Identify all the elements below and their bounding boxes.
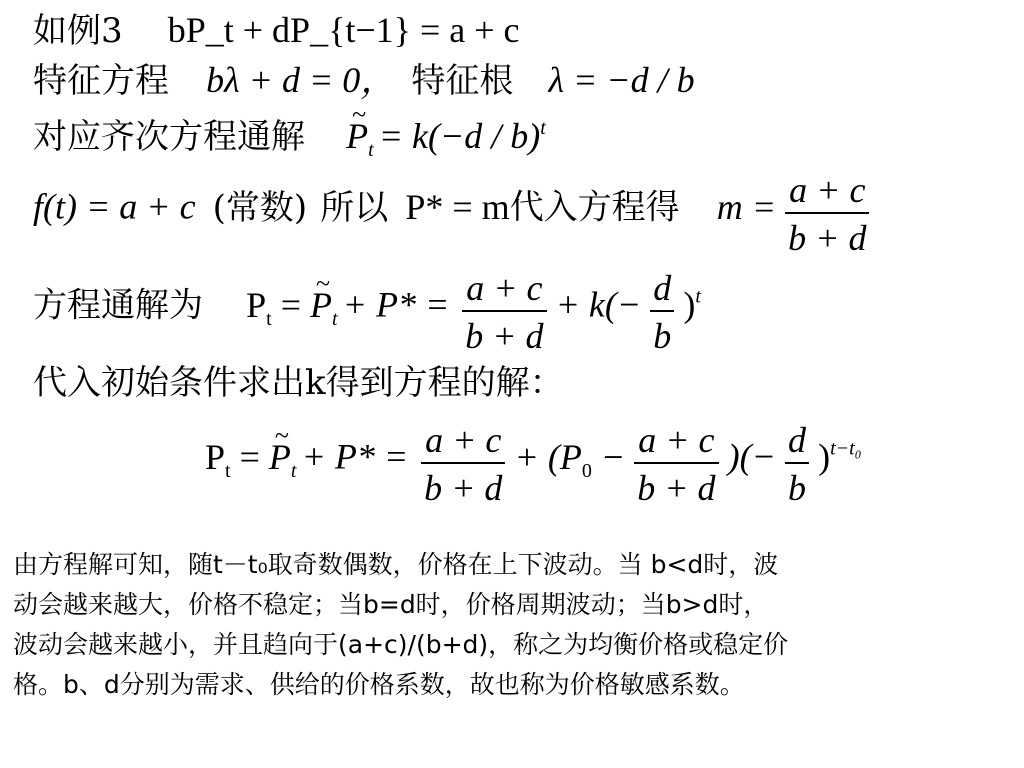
characteristic-root-label: 特征根 — [411, 61, 514, 101]
m-numerator: a + c — [789, 170, 866, 210]
p-star-assignment: P* = m — [405, 186, 510, 227]
final-solution-exponent: t−t₀ — [830, 437, 862, 460]
p-star-term: + P* = — [342, 284, 459, 325]
particular-solution-line — [33, 172, 873, 256]
equilibrium-fraction-2 — [634, 422, 718, 506]
paragraph-line: 波动会越来越小，并且趋向于(a+c)/(b+d)，称之为均衡价格或稳定价 — [13, 630, 789, 659]
initial-condition-line — [33, 363, 564, 403]
characteristic-equation-label: 特征方程 — [33, 61, 169, 101]
ratio-denominator: b — [650, 310, 674, 354]
general-solution-line — [33, 270, 701, 354]
ratio-denominator: b — [785, 462, 809, 506]
initial-condition-label: 代入初始条件求出k得到方程的解： — [33, 363, 564, 403]
therefore-label: 所以 — [320, 187, 389, 228]
general-solution-label: 方程通解为 — [33, 285, 203, 326]
equilibrium-numerator-2: a + c — [638, 420, 715, 460]
k-term: + k(− — [555, 284, 642, 325]
substitute-label: 代入方程得 — [509, 187, 680, 228]
explanation-paragraph — [13, 545, 1018, 705]
example-line — [33, 10, 520, 51]
difference-equation: bP_t + dP_{t−1} = a + c — [167, 10, 520, 50]
p-tilde-symbol: ~ $P_t$ — [310, 287, 338, 329]
ratio-numerator: d — [787, 420, 806, 460]
homogeneous-solution-exponent: t — [540, 117, 546, 139]
equilibrium-numerator: a + c — [466, 268, 543, 308]
p0-term: + ($P_0$ − — [514, 436, 626, 482]
equilibrium-denominator: b + d — [421, 462, 505, 506]
paren-term: )(− — [727, 436, 776, 477]
ratio-fraction — [785, 422, 809, 506]
constant-note: (常数) — [212, 187, 308, 228]
characteristic-line — [33, 60, 695, 101]
equilibrium-numerator: a + c — [425, 420, 502, 460]
closing-paren: ) — [683, 284, 696, 325]
pt-symbol: $P_t$ = — [246, 284, 310, 330]
homogeneous-solution-expr: = k(−d / b) — [378, 116, 541, 156]
equilibrium-fraction — [462, 270, 546, 354]
characteristic-root: λ = −d / b — [548, 60, 695, 100]
m-denominator: b + d — [785, 212, 869, 256]
characteristic-equation: bλ + d = 0， — [206, 60, 397, 100]
m-equation: m = — [716, 186, 777, 227]
paragraph-line: 由方程解可知，随t－t₀取奇数偶数，价格在上下波动。当 b<d时，波 — [13, 550, 779, 579]
m-fraction — [785, 172, 869, 256]
closing-paren: ) — [818, 436, 831, 477]
ft-equation: f(t) = a + c — [33, 186, 196, 227]
p-tilde-symbol: ~ $P_t$ — [269, 439, 297, 481]
equilibrium-denominator: b + d — [462, 310, 546, 354]
equilibrium-fraction — [421, 422, 505, 506]
p-tilde-symbol: ~ $P_t$ — [346, 118, 374, 160]
ratio-fraction — [650, 270, 674, 354]
equilibrium-denominator-2: b + d — [634, 462, 718, 506]
general-solution-exponent: t — [695, 285, 701, 308]
p-star-term: + P* = — [301, 436, 418, 477]
example-label: 如例3 — [33, 11, 123, 51]
paragraph-line: 动会越来越大，价格不稳定；当b=d时，价格周期波动；当b>d时， — [13, 590, 769, 619]
paragraph-line: 格。b、d分别为需求、供给的价格系数，故也称为价格敏感系数。 — [13, 670, 745, 699]
final-solution-line — [205, 422, 862, 506]
homogeneous-solution-label: 对应齐次方程通解 — [33, 117, 305, 157]
pt-symbol: $P_t$ = — [205, 436, 269, 482]
homogeneous-solution-line — [33, 118, 546, 160]
ratio-numerator: d — [653, 268, 672, 308]
